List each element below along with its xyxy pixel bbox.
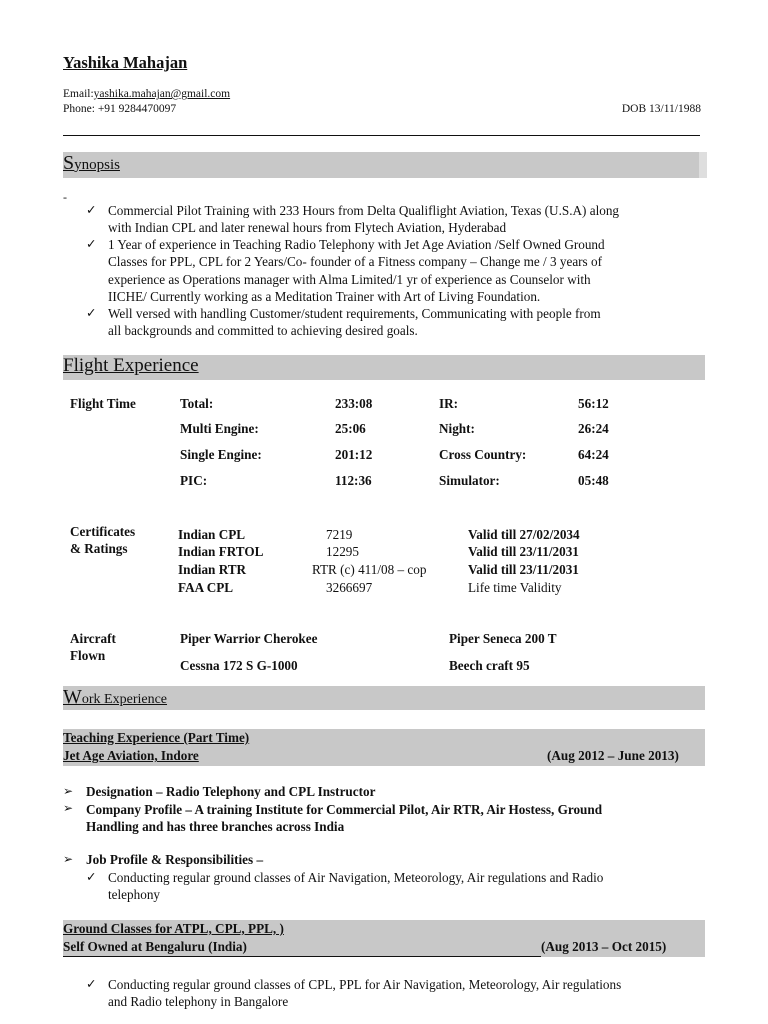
job1-designation: Designation – Radio Telephony and CPL Instructor: [86, 784, 376, 799]
flight-row-value: 26:24: [578, 421, 609, 436]
job2-company: Self Owned at Bengaluru (India): [63, 939, 247, 954]
cert-name: Indian CPL: [178, 527, 246, 542]
check-icon: ✓: [86, 306, 97, 320]
cert-number: 12295: [326, 544, 359, 559]
flight-row-value: 25:06: [335, 421, 366, 436]
job2-period: (Aug 2013 – Oct 2015): [541, 939, 667, 954]
cert-validity: Valid till 23/11/2031: [468, 562, 579, 577]
header-divider: [63, 135, 700, 136]
aircraft-item: Beech craft 95: [449, 658, 530, 673]
flight-row-label: IR:: [439, 396, 459, 411]
job1-responsibilities-heading: Job Profile & Responsibilities –: [86, 852, 264, 867]
cert-number: 7219: [326, 527, 353, 542]
job1-period: (Aug 2012 – June 2013): [547, 748, 679, 763]
cert-validity: Valid till 27/02/2034: [468, 527, 580, 542]
flight-row-label: Multi Engine:: [180, 421, 259, 436]
flight-time-label: Flight Time: [70, 396, 136, 411]
ratings-label: & Ratings: [70, 541, 128, 556]
email-link[interactable]: yashika.mahajan@gmail.com: [93, 88, 231, 100]
arrow-bullet-icon: ➢: [63, 801, 74, 815]
flight-row-value: 233:08: [335, 396, 373, 411]
check-icon: ✓: [86, 977, 97, 991]
flight-experience-heading: Flight Experience: [63, 355, 199, 376]
synopsis-dash: -: [63, 190, 67, 204]
work-experience-heading: Work Experience: [63, 686, 168, 708]
check-icon: ✓: [86, 237, 97, 251]
synopsis-item-1: Commercial Pilot Training with 233 Hours from Delta Qualiflight Aviation, Texas (U.S.A) along with Indian CPL and later renewal hours from Flytech Aviation, Hyderabad: [108, 203, 620, 236]
candidate-name: Yashika Mahajan: [63, 53, 188, 72]
flight-row-value: 112:36: [335, 473, 372, 488]
cert-validity: Valid till 23/11/2031: [468, 544, 579, 559]
email-label: Email:: [63, 88, 94, 100]
phone-line: Phone: +91 9284470097: [63, 103, 177, 115]
flight-row-label: Simulator:: [439, 473, 500, 488]
flight-row-value: 64:24: [578, 447, 609, 462]
job2-company-row: [63, 939, 541, 957]
cert-name: FAA CPL: [178, 580, 234, 595]
flight-row-label: PIC:: [180, 473, 208, 488]
aircraft-item: Cessna 172 S G-1000: [180, 658, 298, 673]
cert-number: 3266697: [326, 580, 373, 595]
flight-row-label: Total:: [180, 396, 214, 411]
job2-title: Ground Classes for ATPL, CPL, PPL, ): [63, 921, 284, 936]
flight-row-value: 56:12: [578, 396, 609, 411]
job1-profile: Company Profile – A training Institute for Commercial Pilot, Air RTR, Air Hostess, Ground Handling and has three branches across India: [86, 802, 603, 835]
aircraft-item: Piper Seneca 200 T: [449, 631, 557, 646]
cert-validity: Life time Validity: [468, 580, 562, 595]
synopsis-item-2: 1 Year of experience in Teaching Radio Telephony with Jet Age Aviation /Self Owned Ground Classes for PPL, CPL for 2 Years/Co- founder of a Fitness company – Change me / 3 years of experience as Operations manager with Alma Limited/1 yr of experience as Counselor with IICHE/ Currently working as a Meditation Trainer with Art of Living Foundation.: [108, 237, 605, 304]
dob-line: DOB 13/11/1988: [621, 103, 701, 115]
certificates-label: Certificates: [70, 524, 136, 539]
email-line: [63, 88, 230, 100]
cert-number: RTR (c) 411/08 – cop: [312, 562, 427, 577]
check-icon: ✓: [86, 203, 97, 217]
synopsis-item-3: Well versed with handling Customer/student requirements, Communicating with people from all backgrounds and committed to achieving desired goals.: [108, 306, 601, 339]
check-icon: ✓: [86, 870, 97, 884]
job1-responsibility: Conducting regular ground classes of Air Navigation, Meteorology, Air regulations and Radio telephony: [108, 870, 604, 903]
arrow-bullet-icon: ➢: [63, 852, 74, 866]
flight-row-label: Cross Country:: [439, 447, 527, 462]
aircraft-label: Aircraft: [70, 631, 116, 646]
flight-row-label: Night:: [439, 421, 475, 436]
flight-row-value: 201:12: [335, 447, 373, 462]
job1-company: Jet Age Aviation, Indore: [63, 748, 199, 763]
cert-name: Indian FRTOL: [178, 544, 264, 559]
job2-responsibility: Conducting regular ground classes of CPL, PPL for Air Navigation, Meteorology, Air regulations and Radio telephony in Bangalore: [108, 977, 622, 1010]
synopsis-heading: Synopsis: [63, 152, 120, 174]
job1-title: Teaching Experience (Part Time): [63, 730, 250, 745]
arrow-bullet-icon: ➢: [63, 784, 74, 798]
cert-name: Indian RTR: [178, 562, 247, 577]
aircraft-item: Piper Warrior Cherokee: [180, 631, 318, 646]
synopsis-heading-band: [63, 152, 707, 178]
flight-row-value: 05:48: [578, 473, 609, 488]
flown-label: Flown: [70, 648, 106, 663]
flight-row-label: Single Engine:: [180, 447, 262, 462]
